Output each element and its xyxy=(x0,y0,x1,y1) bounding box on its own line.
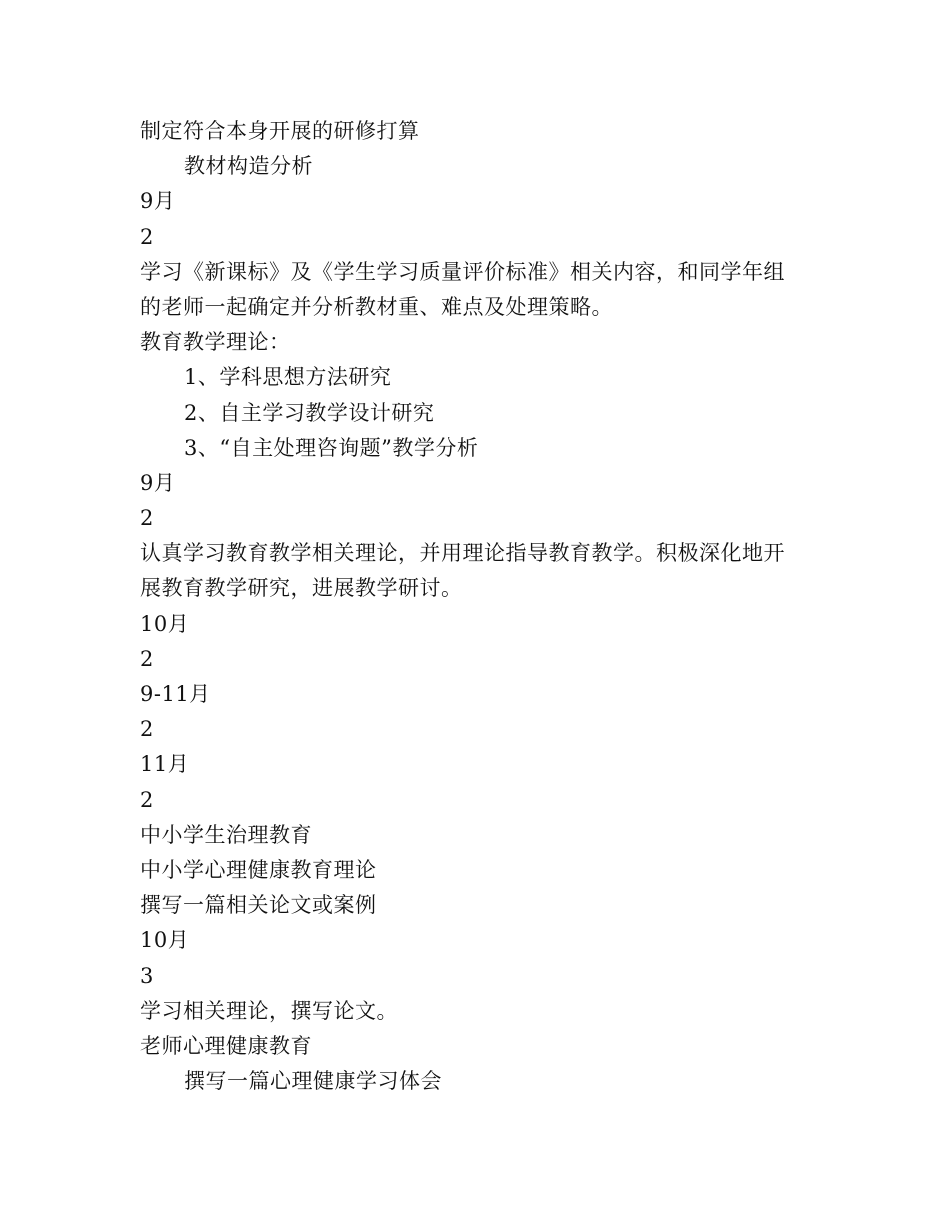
text-line: 的老师一起确定并分析教材重、难点及处理策略。 xyxy=(140,294,613,319)
text-line: 2 xyxy=(140,506,154,531)
text-line: 展教育教学研究，进展教学研讨。 xyxy=(140,576,463,601)
text-line: 撰写一篇心理健康学习体会 xyxy=(184,1069,442,1094)
text-line: 2 xyxy=(140,787,154,812)
text-line: 9月 xyxy=(140,470,176,495)
list-item: 1、学科思想方法研究 xyxy=(184,365,392,390)
text-line: 学习相关理论，撰写论文。 xyxy=(140,998,398,1023)
text-line: 10月 xyxy=(140,928,190,953)
text-line: 制定符合本身开展的研修打算 xyxy=(140,119,420,143)
text-line: 学习《新课标》及《学生学习质量评价标准》相关内容，和同学年组 xyxy=(140,259,785,284)
text-line: 10月 xyxy=(140,611,190,636)
text-line: 9月 xyxy=(140,189,176,214)
text-line: 2 xyxy=(140,224,154,249)
text-line: 11月 xyxy=(140,752,190,777)
text-line: 老师心理健康教育 xyxy=(140,1033,312,1058)
list-item: 3、“自主处理咨询题”教学分析 xyxy=(184,435,479,460)
document-body xyxy=(140,114,820,1099)
text-line: 教育教学理论： xyxy=(140,330,291,355)
text-line: 撰写一篇相关论文或案例 xyxy=(140,893,377,918)
list-item: 2、自主学习教学设计研究 xyxy=(184,400,435,425)
text-line: 3 xyxy=(140,963,154,988)
text-line: 9-11月 xyxy=(140,682,211,706)
text-line: 中小学生治理教育 xyxy=(140,822,312,847)
text-line: 2 xyxy=(140,717,154,742)
text-line: 中小学心理健康教育理论 xyxy=(140,857,377,882)
text-line: 2 xyxy=(140,646,154,671)
text-line: 教材构造分析 xyxy=(184,154,313,179)
text-line: 认真学习教育教学相关理论，并用理论指导教育教学。积极深化地开 xyxy=(140,541,785,566)
